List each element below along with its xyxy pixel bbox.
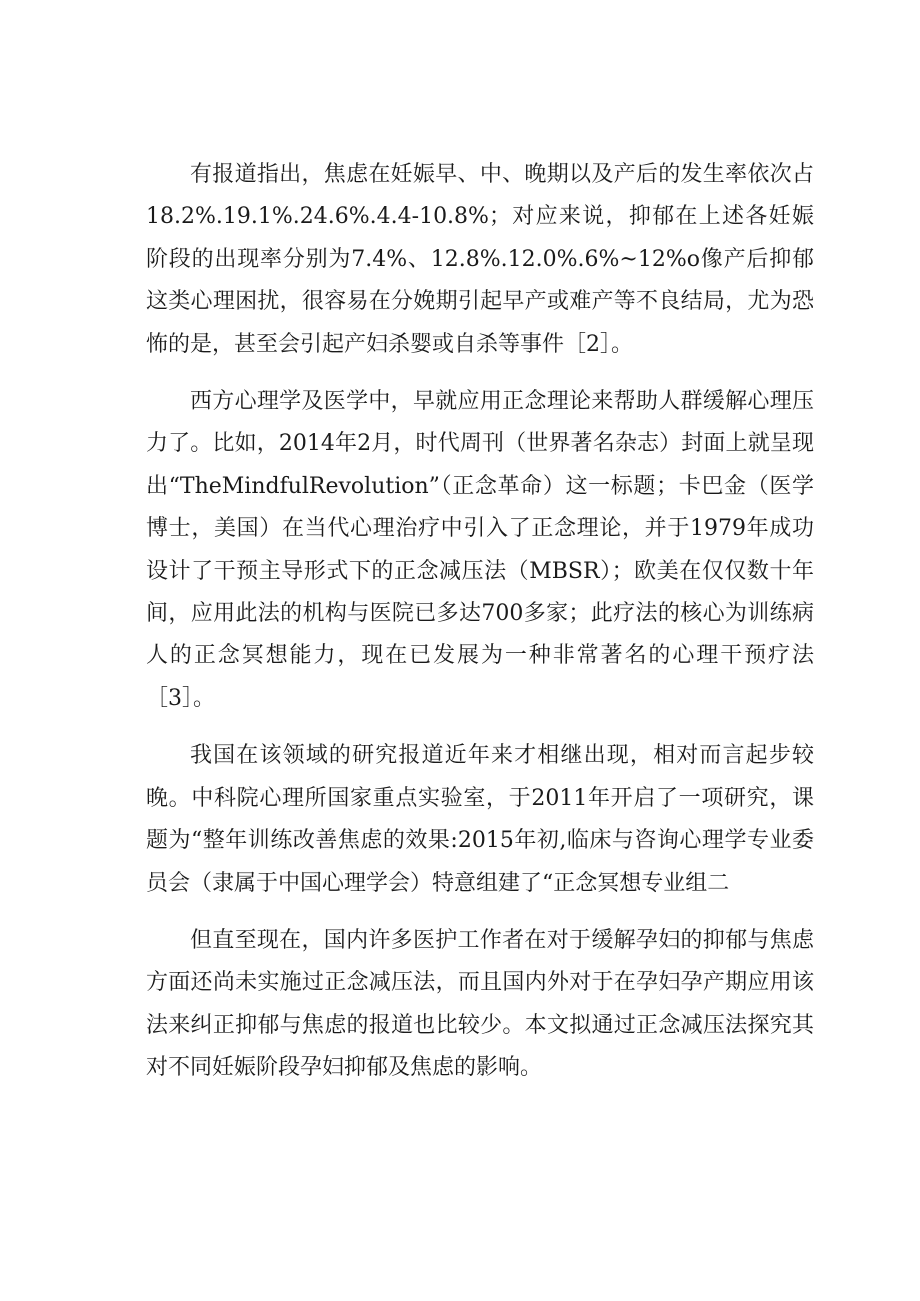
paragraph-2: 西方心理学及医学中，早就应用正念理论来帮助人群缓解心理压力了。比如，2014年2月，时代周刊（世界著名杂志）封面上就呈现出“TheMindfulRevolution”（正念革命）这一标题；卡巴金（医学博士，美国）在当代心理治疗中引入了正念理论，并于1979年成功设计了干预主导形式下的正念减压法（MBSR）；欧美在仅仅数十年间，应用此法的机构与医院已多达700多家；此疗法的核心为训练病人的正念冥想能力，现在已发展为一种非常著名的心理干预疗法［3］。: [146, 389, 814, 711]
paragraph-3: 我国在该领域的研究报道近年来才相继出现，相对而言起步较晚。中科院心理所国家重点实验室，于2011年开启了一项研究，课题为“整年训练改善焦虑的效果:2015年初,临床与咨询心理学专业委员会（隶属于中国心理学会）特意组建了“正念冥想专业组二: [146, 743, 814, 896]
body-text: [146, 154, 814, 1090]
paragraph-1: 有报道指出，焦虑在妊娠早、中、晚期以及产后的发生率依次占18.2%.19.1%.24.6%.4.4-10.8%；对应来说，抑郁在上述各妊娠阶段的出现率分别为7.4%、12.8%.12.0%.6%~12%o像产后抑郁这类心理困扰，很容易在分娩期引起早产或难产等不良结局，尤为恐怖的是，甚至会引起产妇杀婴或自杀等事件［2］。: [146, 162, 814, 357]
paragraph-4: 但直至现在，国内许多医护工作者在对于缓解孕妇的抑郁与焦虑方面还尚未实施过正念减压法，而且国内外对于在孕妇孕产期应用该法来纠正抑郁与焦虑的报道也比较少。本文拟通过正念减压法探究其对不同妊娠阶段孕妇抑郁及焦虑的影响。: [146, 927, 814, 1081]
